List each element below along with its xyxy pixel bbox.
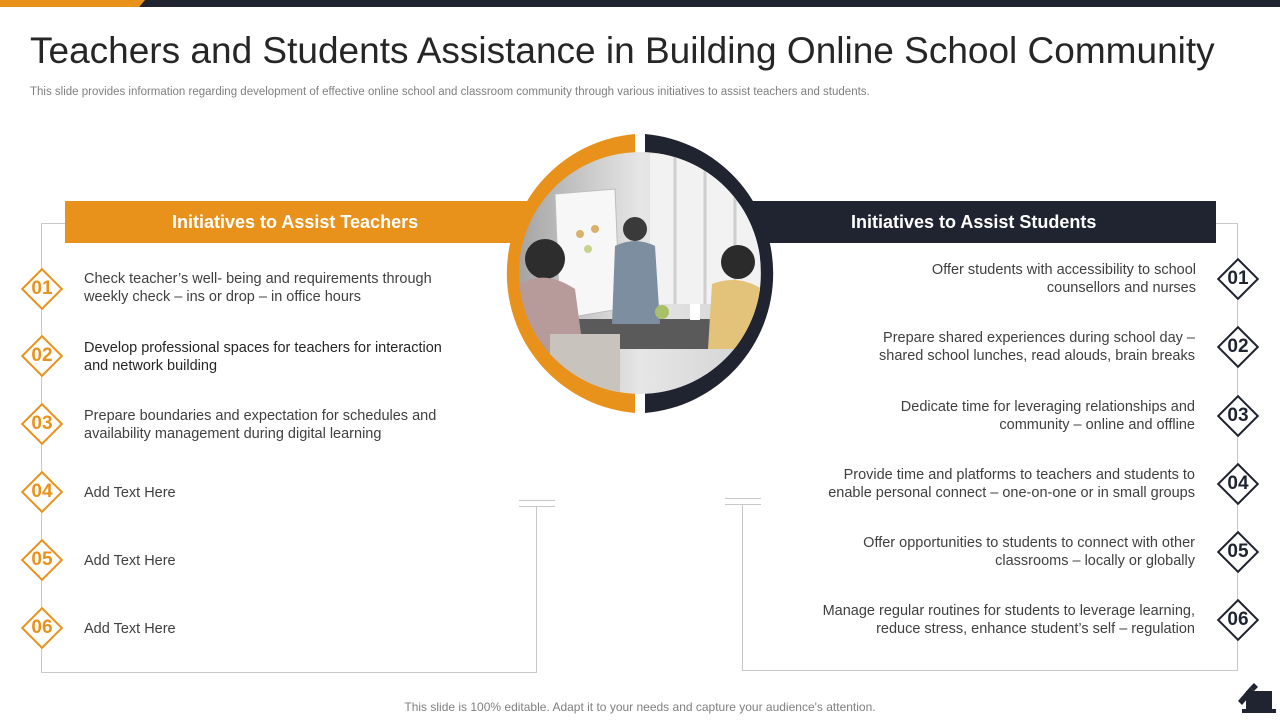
item-number: 04 [31, 481, 53, 502]
page-title: Teachers and Students Assistance in Building Online School Community [30, 30, 1215, 71]
item-number: 06 [31, 617, 53, 638]
item-text: Add Text Here [84, 485, 176, 501]
item-text: Dedicate time for leveraging relationships and community – online and offline [900, 399, 1195, 433]
item-number: 06 [1227, 609, 1249, 630]
classroom-photo [500, 134, 780, 414]
laptop-icon [1236, 683, 1276, 717]
item-text: Prepare boundaries and expectation for schedules and availability management during digital learning [84, 408, 437, 442]
top-bar-accent [0, 0, 145, 7]
item-number: 02 [31, 345, 53, 366]
item-number: 01 [31, 278, 53, 299]
item-number: 04 [1227, 473, 1249, 494]
item-number: 02 [1227, 336, 1249, 357]
item-number: 05 [1227, 541, 1249, 562]
item-text: Prepare shared experiences during school day – shared school lunches, read alouds, brain breaks [879, 330, 1195, 364]
teachers-heading: Initiatives to Assist Teachers [65, 201, 535, 243]
left-tick [519, 500, 555, 507]
item-text: Offer students with accessibility to school counsellors and nurses [931, 262, 1196, 296]
item-number: 03 [1227, 405, 1249, 426]
item-text: Manage regular routines for students to leverage learning, reduce stress, enhance student’s self – regulation [822, 603, 1195, 637]
footer-note: This slide is 100% editable. Adapt it to your needs and capture your audience's attention. [404, 700, 876, 714]
item-number: 05 [31, 549, 53, 570]
left-frame-bottom [41, 507, 537, 673]
item-text: Add Text Here [84, 621, 176, 637]
page-subtitle: This slide provides information regarding development of effective online school and classroom community through various initiatives to assist teachers and students. [30, 86, 870, 98]
item-number: 01 [1227, 268, 1249, 289]
right-tick [725, 498, 761, 505]
item-text: Offer opportunities to students to connect with other classrooms – locally or globally [863, 535, 1195, 569]
item-text: Check teacher’s well- being and requirements through weekly check – ins or drop – in office hours [84, 271, 432, 305]
item-text: Add Text Here [84, 553, 176, 569]
item-number: 03 [31, 413, 53, 434]
right-frame-bottom [742, 505, 1238, 671]
item-text: Develop professional spaces for teachers for interaction and network building [84, 340, 442, 374]
item-text: Provide time and platforms to teachers and students to enable personal connect – one-on-one or in small groups [828, 467, 1195, 501]
top-bar [0, 0, 1280, 7]
students-heading: Initiatives to Assist Students [745, 201, 1216, 243]
